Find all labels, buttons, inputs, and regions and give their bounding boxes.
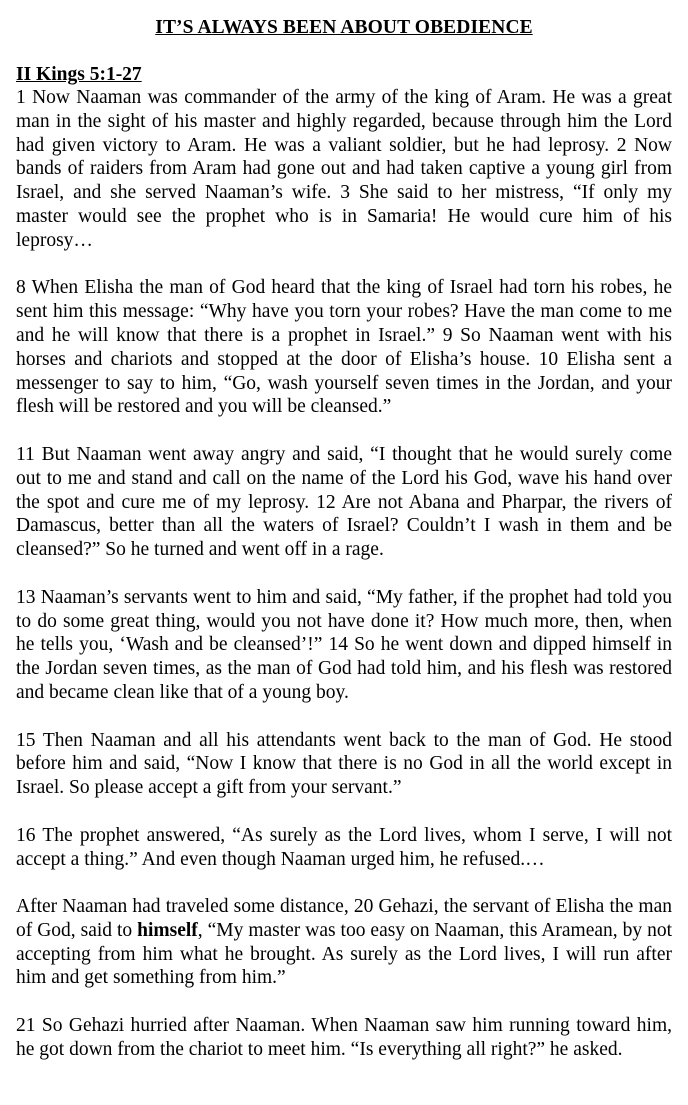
paragraph-4: 13 Naaman’s servants went to him and said, “My father, if the prophet had told you to do some great thing, would you not have done it? How much more, then, when he tells you, ‘Wash and be cleansed’!” 14 So he went down and dipped himself in the Jordan seven times, as the man of God had told him, and his flesh was restored and became clean like that of a young boy. [16,586,672,703]
document-title: IT’S ALWAYS BEEN ABOUT OBEDIENCE [155,17,533,38]
paragraph-7-text-before: After Naaman had traveled some distance, 20 Gehazi, the servant of Elisha the man of God, said to [16,896,672,941]
paragraph-2: 8 When Elisha the man of God heard that the king of Israel had torn his robes, he sent him this message: “Why have you torn your robes? Have the man come to me and he will know that there is a prophet in Israel.” 9 So Naaman went with his horses and chariots and stopped at the door of Elisha’s house. 10 Elisha sent a messenger to say to him, “Go, wash yourself seven times in the Jordan, and your flesh will be restored and you will be cleansed.” [16,277,672,418]
document-page [16,14,672,1062]
paragraph-7 [16,895,672,990]
paragraph-7-bold-word: himself [137,919,198,941]
paragraph-5: 15 Then Naaman and all his attendants went back to the man of God. He stood before him and said, “Now I know that there is no God in all the world except in Israel. So please accept a gift from your servant.” [16,729,672,799]
scripture-reference: II Kings 5:1-27 [16,64,142,85]
paragraph-6: 16 The prophet answered, “As surely as the Lord lives, whom I serve, I will not accept a thing.” And even though Naaman urged him, he refused.… [16,824,672,870]
paragraph-1: 1 Now Naaman was commander of the army of the king of Aram. He was a great man in the sight of his master and highly regarded, because through him the Lord had given victory to Aram. He was a valiant soldier, but he had leprosy. 2 Now bands of raiders from Aram had gone out and had taken captive a young girl from Israel, and she served Naaman’s wife. 3 She said to her mistress, “If only my master would see the prophet who is in Samaria! He would cure him of his leprosy… [16,87,672,251]
paragraph-8: 21 So Gehazi hurried after Naaman. When Naaman saw him running toward him, he got down from the chariot to meet him. “Is everything all right?” he asked. [16,1015,672,1060]
paragraph-7-text-after: , “My master was too easy on Naaman, this Aramean, by not accepting from him what he brought. As surely as the Lord lives, I will run after him and get something from him.” [16,919,672,989]
paragraph-3: 11 But Naaman went away angry and said, “I thought that he would surely come out to me and stand and call on the name of the Lord his God, wave his hand over the spot and cure me of my leprosy. 12 Are not Abana and Pharpar, the rivers of Damascus, better than all the waters of Israel? Couldn’t I wash in them and be cleansed?” So he turned and went off in a rage. [16,443,672,561]
